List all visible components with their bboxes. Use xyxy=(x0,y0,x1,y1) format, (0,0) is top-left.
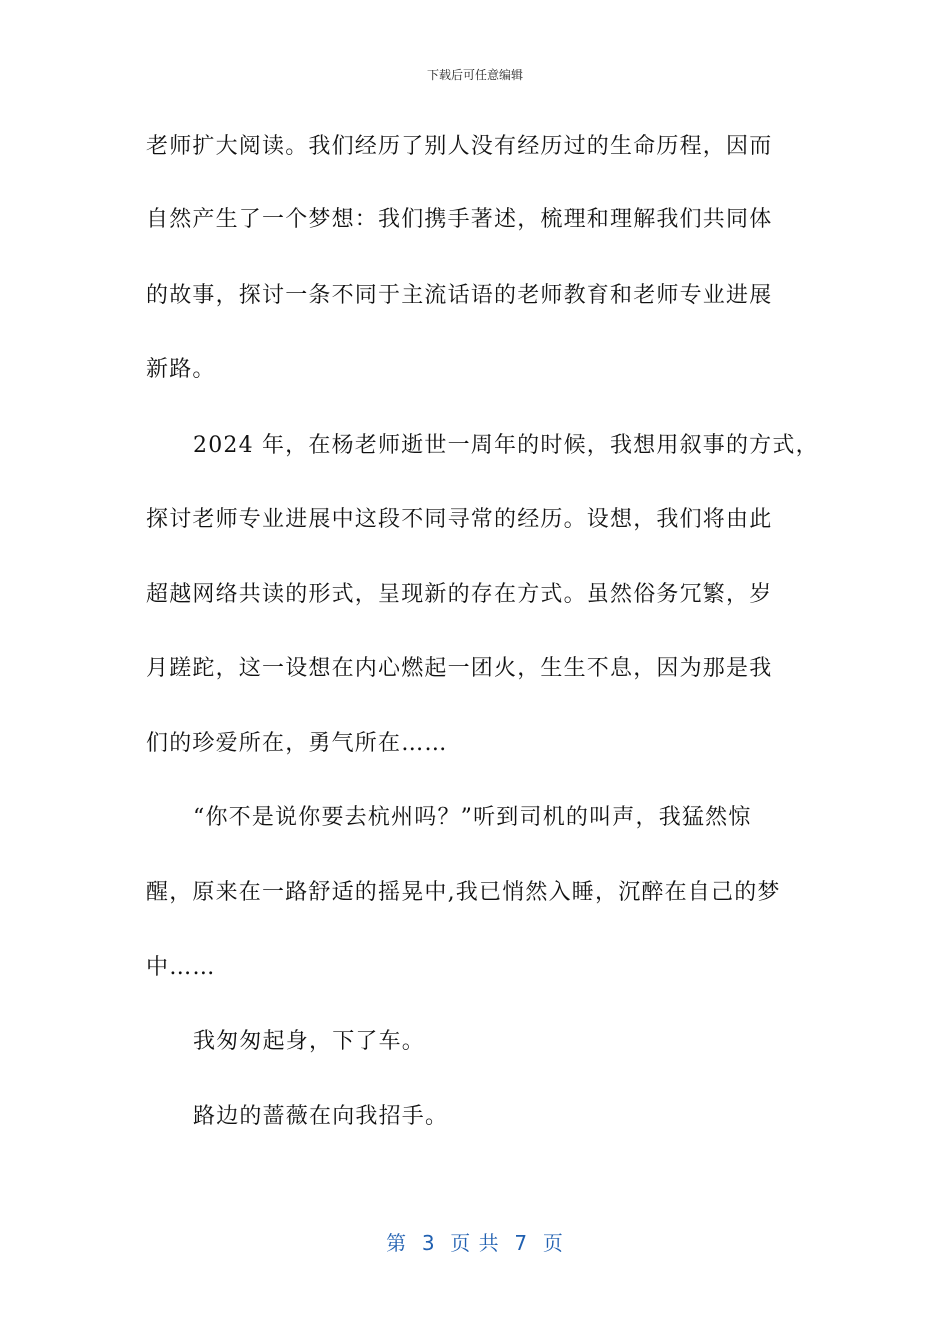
text-line: “你不是说你要去杭州吗？”听到司机的叫声，我猛然惊 xyxy=(193,805,752,830)
text-line: 醒，原来在一路舒适的摇晃中,我已悄然入睡，沉醉在自己的梦 xyxy=(146,880,781,905)
text-line: 月蹉跎，这一设想在内心燃起一团火，生生不息，因为那是我 xyxy=(146,656,773,681)
text-line: 的故事，探讨一条不同于主流话语的老师教育和老师专业进展 xyxy=(146,283,773,308)
text-line: 们的珍爱所在，勇气所在…… xyxy=(146,731,448,756)
page-number: 第 3 页 共 7 页 xyxy=(386,1231,564,1255)
text-line: 超越网络共读的形式，呈现新的存在方式。虽然俗务冗繁，岁 xyxy=(146,582,773,607)
text-line: 新路。 xyxy=(146,357,216,382)
text-line: 2024 年，在杨老师逝世一周年的时候，我想用叙事的方式， xyxy=(193,433,819,458)
text-line: 自然产生了一个梦想：我们携手著述，梳理和理解我们共同体 xyxy=(146,207,773,232)
page-header-note: 下载后可任意编辑 xyxy=(426,68,523,82)
text-line: 中…… xyxy=(146,955,216,980)
text-line: 探讨老师专业进展中这段不同寻常的经历。设想，我们将由此 xyxy=(146,507,773,532)
text-line: 路边的蔷薇在向我招手。 xyxy=(193,1104,449,1129)
text-line: 老师扩大阅读。我们经历了别人没有经历过的生命历程，因而 xyxy=(146,134,773,159)
text-line: 我匆匆起身，下了车。 xyxy=(193,1029,426,1054)
